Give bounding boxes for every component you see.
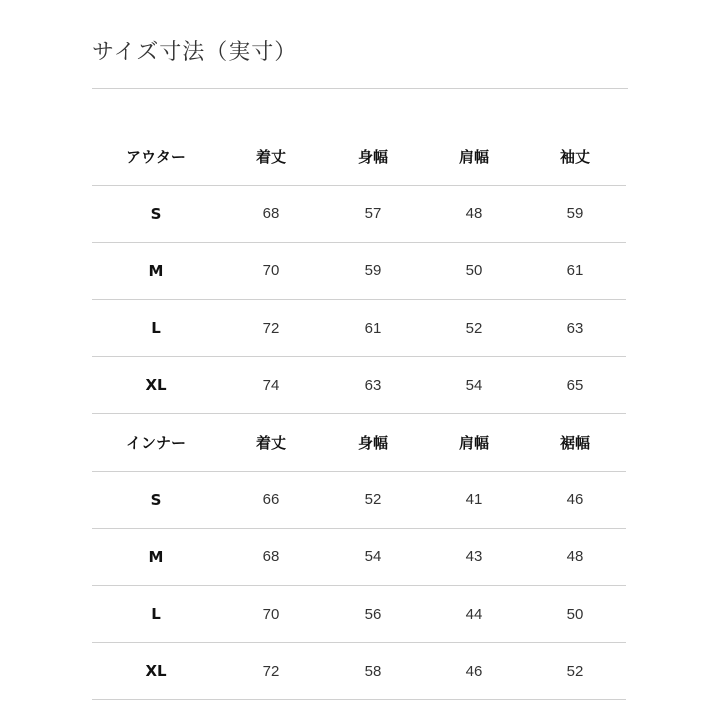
outer-header-row: [92, 128, 626, 185]
table-cell: 56: [322, 586, 424, 643]
table-cell: 68: [220, 185, 322, 242]
table-cell: 44: [424, 586, 524, 643]
page-title: サイズ寸法（実寸）: [92, 40, 298, 65]
size-table: [92, 128, 626, 700]
table-row: [92, 471, 626, 528]
table-cell: 65: [524, 357, 626, 414]
inner-section-label: インナー: [92, 414, 220, 471]
table-cell: 59: [322, 242, 424, 299]
table-cell: 74: [220, 357, 322, 414]
size-label: XL: [92, 643, 220, 700]
table-cell: 46: [424, 643, 524, 700]
size-label: M: [92, 242, 220, 299]
size-label: S: [92, 471, 220, 528]
table-cell: 48: [524, 528, 626, 585]
size-label: XL: [92, 357, 220, 414]
size-label: L: [92, 586, 220, 643]
size-label: L: [92, 300, 220, 357]
table-row: [92, 643, 626, 700]
table-cell: 52: [424, 300, 524, 357]
table-cell: 63: [322, 357, 424, 414]
table-cell: 59: [524, 185, 626, 242]
table-cell: 63: [524, 300, 626, 357]
table-row: [92, 586, 626, 643]
table-cell: 58: [322, 643, 424, 700]
table-cell: 70: [220, 242, 322, 299]
inner-header-row: [92, 414, 626, 471]
table-cell: 52: [322, 471, 424, 528]
table-cell: 41: [424, 471, 524, 528]
inner-header-hem: 裾幅: [524, 414, 626, 471]
table-cell: 54: [322, 528, 424, 585]
outer-section-label: アウター: [92, 128, 220, 185]
outer-header-shoulder: 肩幅: [424, 128, 524, 185]
size-label: M: [92, 528, 220, 585]
outer-header-width: 身幅: [322, 128, 424, 185]
table-cell: 70: [220, 586, 322, 643]
inner-header-shoulder: 肩幅: [424, 414, 524, 471]
table-cell: 68: [220, 528, 322, 585]
table-cell: 46: [524, 471, 626, 528]
table-cell: 50: [524, 586, 626, 643]
outer-header-length: 着丈: [220, 128, 322, 185]
outer-header-sleeve: 袖丈: [524, 128, 626, 185]
size-label: S: [92, 185, 220, 242]
table-cell: 72: [220, 643, 322, 700]
table-row: [92, 185, 626, 242]
table-row: [92, 528, 626, 585]
inner-header-width: 身幅: [322, 414, 424, 471]
table-cell: 43: [424, 528, 524, 585]
table-cell: 48: [424, 185, 524, 242]
table-row: [92, 357, 626, 414]
table-cell: 61: [322, 300, 424, 357]
table-cell: 61: [524, 242, 626, 299]
table-cell: 50: [424, 242, 524, 299]
table-row: [92, 300, 626, 357]
title-divider: [92, 88, 628, 89]
inner-header-length: 着丈: [220, 414, 322, 471]
table-cell: 66: [220, 471, 322, 528]
table-row: [92, 242, 626, 299]
table-cell: 54: [424, 357, 524, 414]
table-cell: 57: [322, 185, 424, 242]
table-cell: 52: [524, 643, 626, 700]
table-cell: 72: [220, 300, 322, 357]
